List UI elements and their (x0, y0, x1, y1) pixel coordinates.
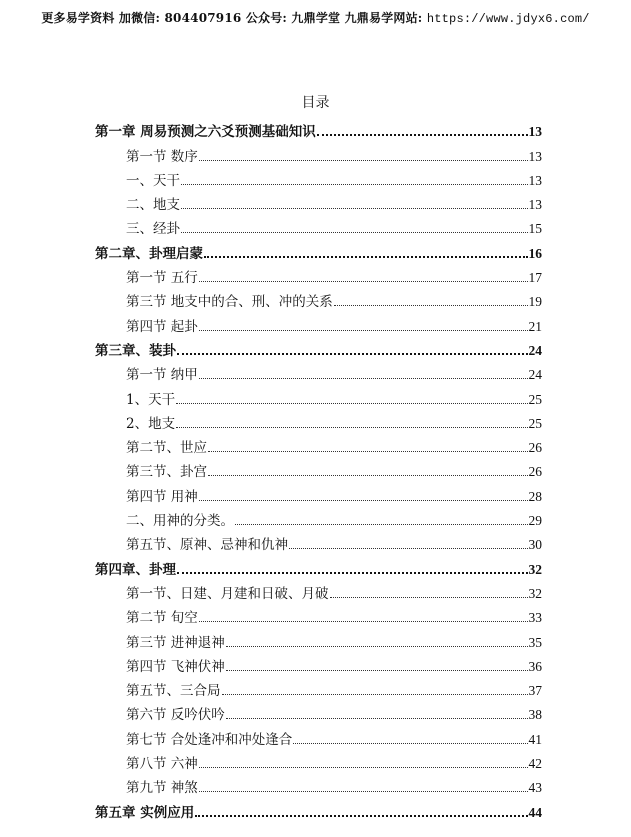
toc-page-number: 24 (528, 342, 542, 358)
toc-dot-leader (177, 352, 528, 355)
toc-entry-label: 第六节 反吟伏吟 (126, 707, 225, 724)
toc-page-number: 15 (528, 221, 542, 237)
toc-entry-label: 第三章、装卦 (95, 342, 176, 359)
toc-dot-leader (199, 620, 528, 622)
toc-page-number: 36 (528, 658, 542, 674)
toc-dot-leader (334, 304, 528, 306)
toc-section-entry[interactable] (95, 772, 542, 796)
toc-title: 目录 (301, 95, 330, 111)
toc-section-entry[interactable] (95, 213, 542, 237)
toc-entry-label: 第四节 起卦 (126, 318, 198, 335)
toc-dot-leader (181, 207, 528, 209)
toc-dot-leader (181, 183, 528, 185)
toc-page-number: 32 (528, 561, 542, 577)
toc-entry-label: 第七节 合处逢冲和冲处逢合 (126, 731, 293, 748)
toc-entry-label: 第二节、世应 (126, 440, 207, 457)
toc-entry-label: 三、经卦 (126, 221, 180, 238)
toc-dot-leader (199, 766, 528, 768)
toc-section-entry[interactable] (95, 505, 542, 529)
table-of-contents (95, 116, 542, 821)
toc-dot-leader (177, 571, 528, 574)
toc-entry-label: 第五章 实例应用 (95, 804, 195, 821)
toc-section-entry[interactable] (95, 456, 542, 480)
toc-page-number: 26 (528, 440, 542, 456)
header-url[interactable]: https://www.jdyx6.com/ (426, 12, 590, 26)
toc-entry-label: 第一节 数序 (126, 148, 198, 165)
toc-dot-leader (199, 499, 528, 501)
header-text: 更多易学资料 加微信: 804407916 公众号: 九鼎学堂 九鼎易学网站: (41, 11, 423, 25)
toc-entry-label: 第八节 六神 (126, 756, 198, 773)
toc-section-entry[interactable] (95, 408, 542, 432)
toc-dot-leader (289, 547, 528, 549)
toc-dot-leader (204, 255, 528, 258)
toc-section-entry[interactable] (95, 651, 542, 675)
toc-entry-label: 二、用神的分类。 (126, 513, 234, 530)
toc-page-number: 33 (528, 610, 542, 626)
toc-chapter-entry[interactable] (95, 796, 542, 820)
toc-page-number: 17 (528, 270, 542, 286)
toc-section-entry[interactable] (95, 699, 542, 723)
toc-dot-leader (293, 742, 527, 744)
toc-dot-leader (226, 669, 528, 671)
toc-dot-leader (181, 231, 528, 233)
toc-section-entry[interactable] (95, 602, 542, 626)
toc-section-entry[interactable] (95, 748, 542, 772)
toc-page-number: 42 (528, 756, 542, 772)
toc-dot-leader (235, 523, 528, 525)
toc-section-entry[interactable] (95, 359, 542, 383)
toc-page-number: 25 (528, 415, 542, 431)
toc-dot-leader (176, 426, 527, 428)
toc-section-entry[interactable] (95, 165, 542, 189)
toc-section-entry[interactable] (95, 140, 542, 164)
toc-dot-leader (199, 329, 528, 331)
toc-chapter-entry[interactable] (95, 335, 542, 359)
toc-entry-label: 2、地支 (126, 415, 176, 432)
toc-dot-leader (199, 159, 528, 161)
toc-page-number: 13 (528, 197, 542, 213)
toc-section-entry[interactable] (95, 189, 542, 213)
toc-dot-leader (208, 450, 528, 452)
toc-section-entry[interactable] (95, 432, 542, 456)
toc-entry-label: 第三节 进神退神 (126, 634, 225, 651)
toc-entry-label: 第一节 纳甲 (126, 367, 198, 384)
toc-page-number: 21 (528, 318, 542, 334)
toc-section-entry[interactable] (95, 529, 542, 553)
toc-dot-leader (199, 790, 528, 792)
toc-dot-leader (208, 474, 528, 476)
toc-entry-label: 第一节、日建、月建和日破、月破 (126, 585, 329, 602)
toc-dot-leader (226, 645, 528, 647)
toc-entry-label: 第五节、三合局 (126, 683, 221, 700)
toc-page-number: 13 (528, 148, 542, 164)
page-header (0, 9, 631, 26)
toc-page-number: 37 (528, 683, 542, 699)
toc-page-number: 29 (528, 513, 542, 529)
toc-section-entry[interactable] (95, 286, 542, 310)
toc-page-number: 19 (528, 294, 542, 310)
toc-section-entry[interactable] (95, 675, 542, 699)
toc-dot-leader (195, 814, 527, 817)
toc-section-entry[interactable] (95, 626, 542, 650)
toc-entry-label: 二、地支 (126, 197, 180, 214)
toc-chapter-entry[interactable] (95, 116, 542, 140)
toc-page-number: 26 (528, 464, 542, 480)
toc-entry-label: 第二章、卦理启蒙 (95, 245, 203, 262)
toc-entry-label: 第一节 五行 (126, 270, 198, 287)
toc-chapter-entry[interactable] (95, 237, 542, 261)
toc-page-number: 35 (528, 634, 542, 650)
toc-entry-label: 第四节 用神 (126, 488, 198, 505)
toc-entry-label: 第九节 神煞 (126, 780, 198, 797)
toc-page-number: 32 (528, 585, 542, 601)
toc-page-number: 44 (528, 804, 542, 820)
toc-chapter-entry[interactable] (95, 553, 542, 577)
toc-page-number: 16 (528, 245, 542, 261)
toc-page-number: 41 (528, 731, 542, 747)
toc-page-number: 13 (528, 172, 542, 188)
toc-page-number: 24 (528, 367, 542, 383)
toc-dot-leader (330, 596, 528, 598)
toc-page-number: 38 (528, 707, 542, 723)
toc-section-entry[interactable] (95, 262, 542, 286)
toc-page-number: 25 (528, 391, 542, 407)
toc-dot-leader (199, 377, 528, 379)
toc-page-number: 13 (528, 124, 542, 140)
toc-dot-leader (317, 133, 528, 136)
toc-page-number: 28 (528, 488, 542, 504)
toc-section-entry[interactable] (95, 723, 542, 747)
toc-entry-label: 第二节 旬空 (126, 610, 198, 627)
toc-dot-leader (222, 693, 528, 695)
toc-entry-label: 第四节 飞神伏神 (126, 658, 225, 675)
toc-page-number: 30 (528, 537, 542, 553)
toc-entry-label: 第一章 周易预测之六爻预测基础知识 (95, 124, 316, 141)
toc-section-entry[interactable] (95, 480, 542, 504)
toc-dot-leader (226, 717, 528, 719)
toc-entry-label: 第三节 地支中的合、刑、冲的关系 (126, 294, 333, 311)
toc-section-entry[interactable] (95, 578, 542, 602)
toc-entry-label: 第四章、卦理 (95, 561, 176, 578)
toc-entry-label: 1、天干 (126, 391, 176, 408)
toc-page-number: 43 (528, 780, 542, 796)
toc-entry-label: 一、天干 (126, 172, 180, 189)
toc-section-entry[interactable] (95, 383, 542, 407)
toc-entry-label: 第三节、卦宫 (126, 464, 207, 481)
toc-entry-label: 第五节、原神、忌神和仇神 (126, 537, 288, 554)
toc-dot-leader (199, 280, 528, 282)
toc-dot-leader (176, 402, 527, 404)
toc-section-entry[interactable] (95, 310, 542, 334)
